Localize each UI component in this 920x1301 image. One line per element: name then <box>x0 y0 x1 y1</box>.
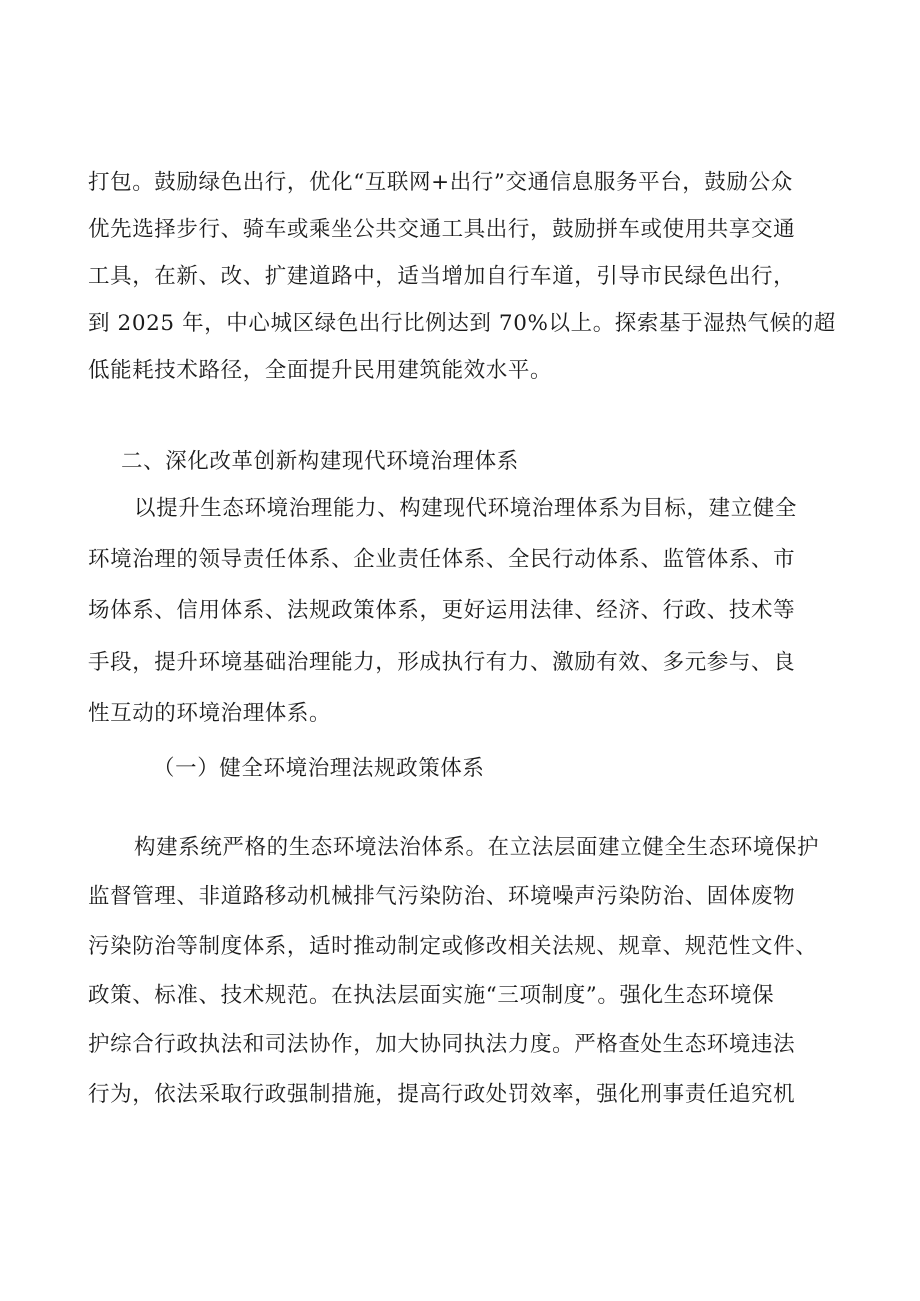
subsection-heading: （一）健全环境治理法规政策体系 <box>153 756 485 781</box>
paragraph-line: 环境治理的领导责任体系、企业责任体系、全民行动体系、监管体系、市 <box>88 547 796 572</box>
paragraph-line: 打包。鼓励绿色出行，优化“互联网+出行”交通信息服务平台，鼓励公众 <box>88 170 793 195</box>
paragraph-line: 构建系统严格的生态环境法治体系。在立法层面建立健全生态环境保护 <box>134 835 820 860</box>
paragraph-line: 低能耗技术路径，全面提升民用建筑能效水平。 <box>88 358 553 383</box>
paragraph-line: 以提升生态环境治理能力、构建现代环境治理体系为目标，建立健全 <box>134 496 798 521</box>
paragraph-line: 护综合行政执法和司法协作，加大协同执法力度。严格查处生态环境违法 <box>88 1032 796 1057</box>
paragraph-line: 手段，提升环境基础治理能力，形成执行有力、激励有效、多元参与、良 <box>88 650 796 675</box>
paragraph-line: 行为，依法采取行政强制措施，提高行政处罚效率，强化刑事责任追究机 <box>88 1082 796 1107</box>
paragraph-line: 污染防治等制度体系，适时推动制定或修改相关法规、规章、规范性文件、 <box>88 934 818 959</box>
paragraph-line: 场体系、信用体系、法规政策体系，更好运用法律、经济、行政、技术等 <box>88 598 796 623</box>
paragraph-line: 工具，在新、改、扩建道路中，适当增加自行车道，引导市民绿色出行， <box>88 264 796 289</box>
paragraph-line: 到 2025 年，中心城区绿色出行比例达到 70%以上。探索基于湿热气候的超 <box>88 311 836 336</box>
paragraph-line: 政策、标准、技术规范。在执法层面实施“三项制度”。强化生态环境保 <box>88 983 775 1008</box>
section-heading: 二、深化改革创新构建现代环境治理体系 <box>121 449 519 474</box>
paragraph-line: 监督管理、非道路移动机械排气污染防治、环境噪声污染防治、固体废物 <box>88 884 796 909</box>
paragraph-line: 性互动的环境治理体系。 <box>88 701 332 726</box>
paragraph-line: 优先选择步行、骑车或乘坐公共交通工具出行，鼓励拼车或使用共享交通 <box>88 217 796 242</box>
